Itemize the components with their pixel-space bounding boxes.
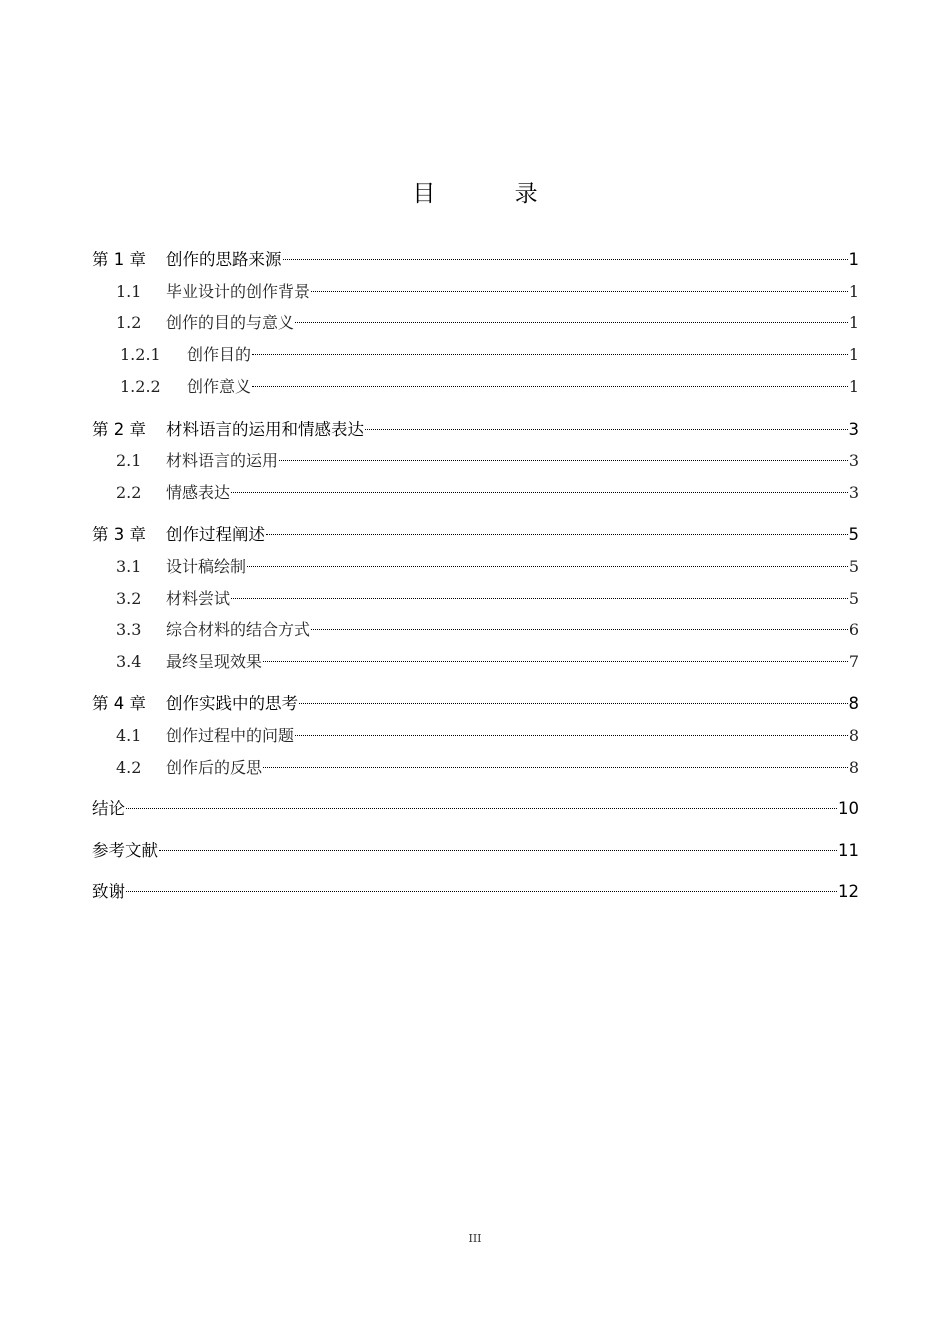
dot-leader — [126, 891, 837, 892]
toc-entry-text: 创作目的 — [187, 345, 252, 364]
toc-entry[interactable] — [92, 481, 859, 505]
dot-leader — [295, 322, 848, 323]
dot-leader — [283, 259, 848, 260]
toc-entry-page: 8 — [848, 758, 859, 777]
toc-entry-number: 4.1 — [116, 726, 142, 745]
toc-entry-label — [92, 418, 364, 442]
toc-entry-label — [92, 248, 282, 272]
toc-entry[interactable] — [92, 797, 859, 821]
dot-leader — [247, 566, 848, 567]
toc-entry-page: 1 — [848, 345, 859, 364]
toc-entry-text: 材料语言的运用 — [166, 451, 279, 470]
toc-entry[interactable] — [92, 280, 859, 304]
toc-entry-page: 6 — [848, 620, 859, 639]
toc-entry-label — [92, 797, 125, 821]
toc-entry-label — [92, 523, 265, 547]
toc-entry-number: 第 2 章 — [92, 420, 146, 439]
dot-leader — [295, 735, 848, 736]
toc-entry-number: 第 4 章 — [92, 694, 146, 713]
toc-entry[interactable] — [92, 618, 859, 642]
dot-leader — [263, 767, 848, 768]
dot-leader — [252, 354, 848, 355]
toc-entry[interactable] — [92, 650, 859, 674]
toc-entry[interactable] — [92, 692, 859, 716]
toc-entry-text: 创作过程中的问题 — [166, 726, 295, 745]
toc-entry-label — [116, 555, 246, 579]
toc-entry-number: 3.2 — [116, 589, 142, 608]
toc-entry[interactable] — [92, 587, 859, 611]
toc-entry-label — [116, 481, 230, 505]
toc-entry-text: 设计稿绘制 — [166, 557, 247, 576]
toc-entry-page: 3 — [848, 420, 859, 439]
toc-entry-text: 最终呈现效果 — [166, 652, 263, 671]
toc-entry-number: 第 3 章 — [92, 525, 146, 544]
dot-leader — [231, 598, 848, 599]
toc-entry-page: 8 — [848, 694, 859, 713]
toc-entry[interactable] — [92, 839, 859, 863]
dot-leader — [252, 386, 848, 387]
toc-entry-page: 1 — [848, 250, 859, 269]
toc-entry-text: 创作后的反思 — [166, 758, 263, 777]
toc-entry-text: 结论 — [92, 799, 125, 818]
dot-leader — [231, 492, 848, 493]
toc-entry-label — [120, 375, 251, 399]
toc-entry-number: 4.2 — [116, 758, 142, 777]
toc-entry-page: 5 — [848, 589, 859, 608]
toc-title: 目 录 — [412, 181, 574, 207]
toc-entry-page: 7 — [848, 652, 859, 671]
toc-entry-text: 综合材料的结合方式 — [166, 620, 311, 639]
toc-entry-page: 5 — [848, 525, 859, 544]
toc-entry-label — [116, 650, 262, 674]
toc-entry-text: 材料语言的运用和情感表达 — [166, 420, 364, 439]
toc-entry-text: 材料尝试 — [166, 589, 231, 608]
dot-leader — [311, 291, 848, 292]
toc-entry[interactable] — [92, 555, 859, 579]
toc-entry-label — [120, 343, 251, 367]
dot-leader — [299, 703, 848, 704]
toc-entry-label — [92, 692, 298, 716]
toc-entry[interactable] — [92, 523, 859, 547]
dot-leader — [279, 460, 848, 461]
dot-leader — [266, 534, 848, 535]
toc-entry-label — [116, 311, 294, 335]
toc-entry-page: 1 — [848, 313, 859, 332]
toc-entry-number: 2.1 — [116, 451, 142, 470]
dot-leader — [311, 629, 848, 630]
toc-entry-number: 第 1 章 — [92, 250, 146, 269]
toc-entry[interactable] — [92, 418, 859, 442]
page-number: III — [468, 1232, 482, 1245]
toc-entry[interactable] — [92, 375, 859, 399]
toc-entry-number: 1.2.2 — [120, 377, 161, 396]
toc-entry-number: 3.1 — [116, 557, 142, 576]
dot-leader — [159, 850, 837, 851]
toc-entry[interactable] — [92, 724, 859, 748]
toc-entry-text: 创作过程阐述 — [166, 525, 265, 544]
toc-entry-text: 创作的思路来源 — [166, 250, 282, 269]
toc-entry-page: 10 — [838, 799, 859, 818]
toc-entry-number: 2.2 — [116, 483, 142, 502]
toc-entry[interactable] — [92, 311, 859, 335]
toc-entry-page: 3 — [848, 451, 859, 470]
toc-entry-label — [116, 618, 310, 642]
toc-entry-label — [116, 587, 230, 611]
toc-entry-number: 1.2.1 — [120, 345, 161, 364]
toc-entry[interactable] — [92, 248, 859, 272]
toc-entry-text: 致谢 — [92, 882, 125, 901]
toc-entry-number: 3.3 — [116, 620, 142, 639]
toc-entry-label — [116, 449, 278, 473]
toc-entry-label — [116, 724, 294, 748]
dot-leader — [263, 661, 848, 662]
toc-entry-number: 1.2 — [116, 313, 142, 332]
toc-entry-number: 1.1 — [116, 282, 142, 301]
toc-entry-label — [116, 756, 262, 780]
toc-entry-label — [116, 280, 310, 304]
toc-entry-page: 1 — [848, 282, 859, 301]
dot-leader — [126, 808, 837, 809]
toc-entry-text: 情感表达 — [166, 483, 231, 502]
toc-entry-page: 12 — [838, 882, 859, 901]
toc-entry-text: 创作实践中的思考 — [166, 694, 298, 713]
toc-entry-number: 3.4 — [116, 652, 142, 671]
dot-leader — [365, 429, 848, 430]
toc-entry-text: 参考文献 — [92, 841, 158, 860]
toc-entry-label — [92, 880, 125, 904]
toc-entry[interactable] — [92, 756, 859, 780]
toc-entry-page: 8 — [848, 726, 859, 745]
toc-entry[interactable] — [92, 880, 859, 904]
toc-entry-page: 5 — [848, 557, 859, 576]
toc-entry-text: 创作的目的与意义 — [166, 313, 295, 332]
toc-entry-page: 3 — [848, 483, 859, 502]
toc-entry-page: 1 — [848, 377, 859, 396]
toc-entry-page: 11 — [838, 841, 859, 860]
toc-entry-text: 毕业设计的创作背景 — [166, 282, 311, 301]
toc-entry[interactable] — [92, 343, 859, 367]
toc-entry-text: 创作意义 — [187, 377, 252, 396]
toc-entry[interactable] — [92, 449, 859, 473]
toc-entry-label — [92, 839, 158, 863]
